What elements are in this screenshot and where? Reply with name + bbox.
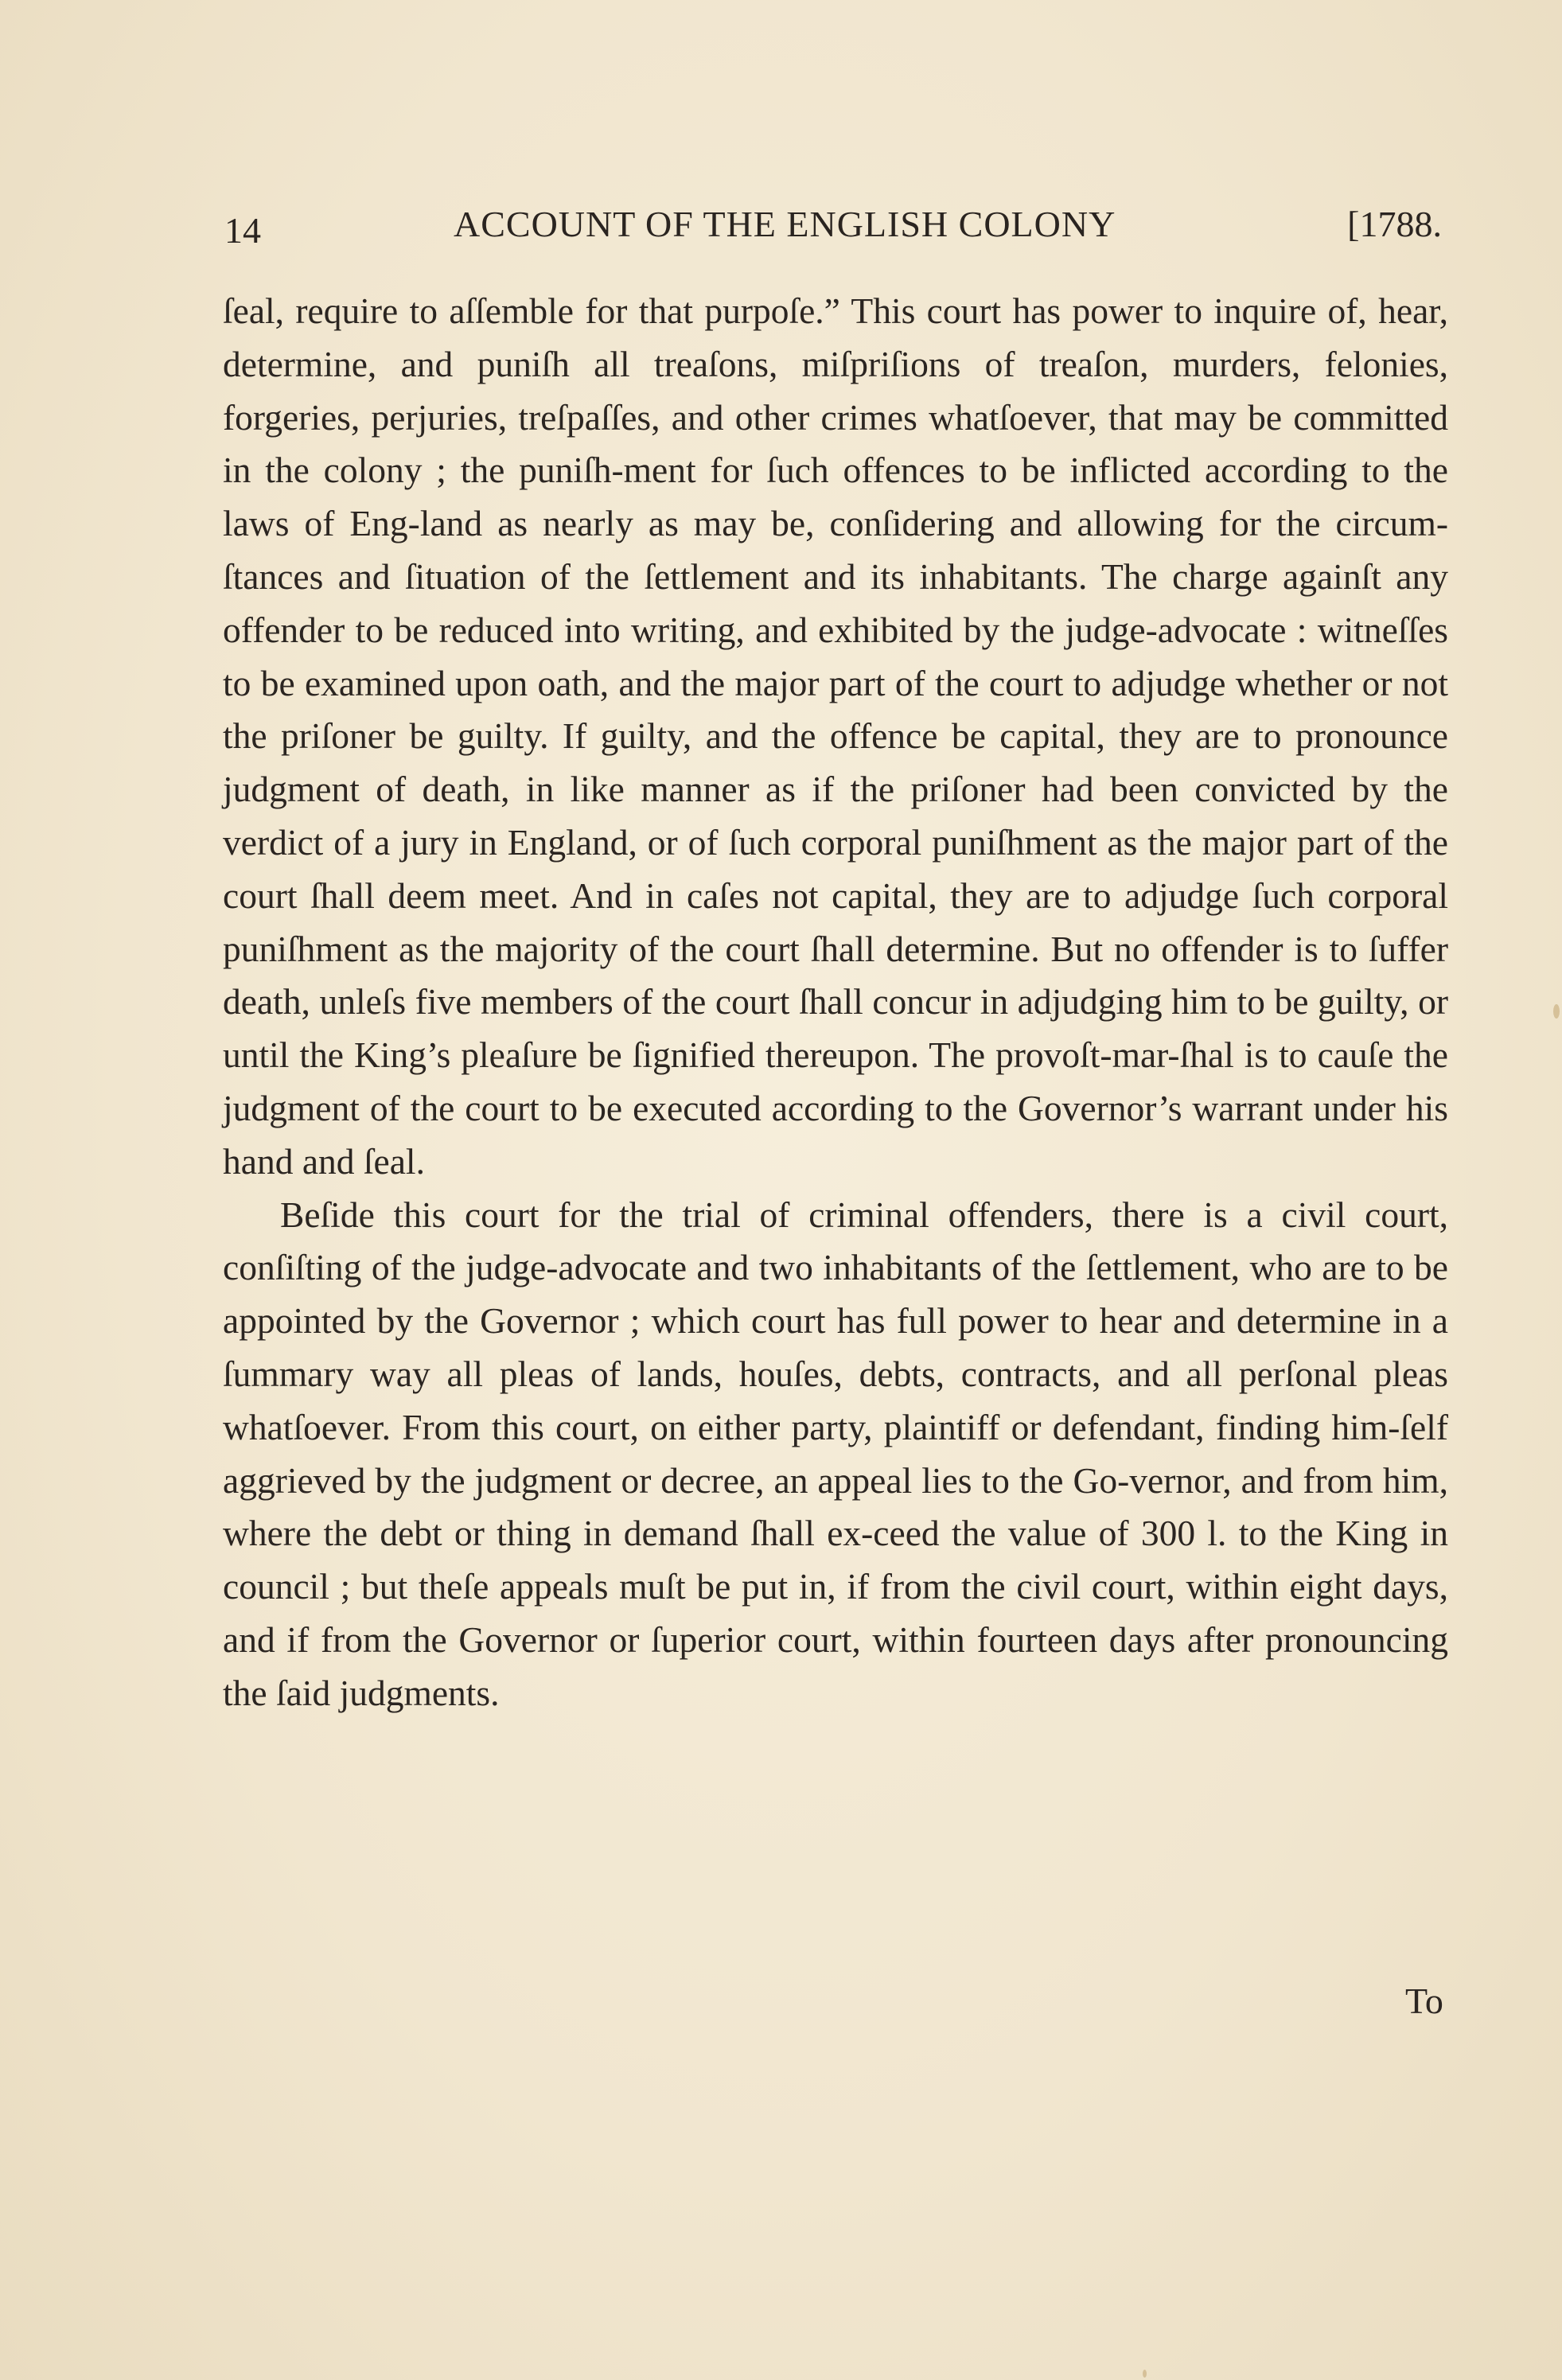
foxing-spot (1553, 1004, 1560, 1019)
running-title: ACCOUNT OF THE ENGLISH COLONY (454, 204, 1116, 244)
catchword: To (1405, 1981, 1443, 2021)
paragraph-civil-court: Beſide this court for the trial of criminal offenders, there is a civil court, conſiſting of the judge-advocate and two inhabitants of the ſettlement, who are to be appointed by the Governor ; which court has full power to hear and determine in a ſummary way all pleas of lands, houſes, debts, contracts, and all perſonal pleas whatſoever. From this court, on either party, plaintiff or defendant, finding him-ſelf aggrieved by the judgment or decree, an appeal lies to the Go-vernor, and from him, where the debt or thing in demand ſhall ex-ceed the value of 300 l. to the King in council ; but theſe appeals muſt be put in, if from the civil court, within eight days, and if from the Governor or ſuperior court, within fourteen days after pronouncing the ſaid judgments. (223, 1194, 1448, 1713)
header-date: [1788. (1347, 204, 1442, 244)
page-number: 14 (224, 210, 261, 251)
paragraph-court-powers: ſeal, require to aſſemble for that purpoſe.” This court has power to inquire of, hear, determine, and puniſh all treaſons, miſpriſions of treaſon, murders, felonies, forgeries, perjuries, treſpaſſes, and other crimes whatſoever, that may be committed in the colony ; the puniſh-ment for ſuch offences to be inflicted according to the laws of Eng-land as nearly as may be, conſidering and allowing for the circum-ſtances and ſituation of the ſettlement and its inhabitants. The charge againſt any offender to be reduced into writing, and exhibited by the judge-advocate : witneſſes to be examined upon oath, and the major part of the court to adjudge whether or not the priſoner be guilty. If guilty, and the offence be capital, they are to pronounce judgment of death, in like manner as if the priſoner had been convicted by the verdict of a jury in England, or of ſuch corporal puniſhment as the major part of the court ſhall deem meet. And in caſes not capital, they are to adjudge ſuch corporal puniſhment as the majority of the court ſhall determine. But no offender is to ſuffer death, unleſs five members of the court ſhall concur in adjudging him to be guilty, or until the King’s pleaſure be ſignified thereupon. The provoſt-mar-ſhal is to cauſe the judgment of the court to be executed according to the Governor’s warrant under his hand and ſeal. (223, 290, 1448, 1182)
foxing-spot (1143, 2370, 1147, 2378)
body-text (223, 285, 1448, 1720)
page-header (224, 203, 1442, 259)
